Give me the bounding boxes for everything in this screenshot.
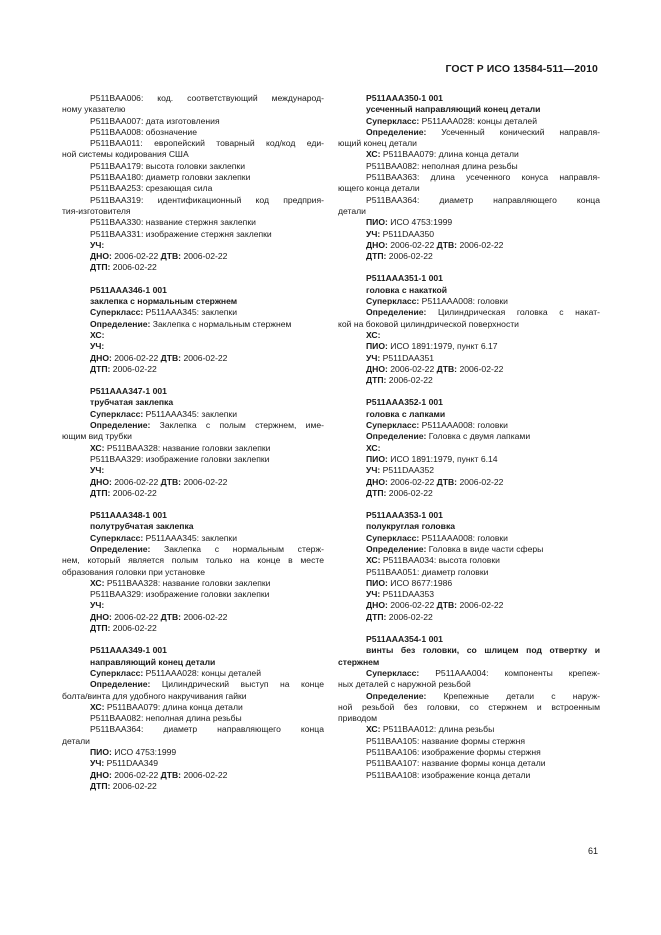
- text-line: P511BAA364: диаметр направляющего конца: [90, 724, 324, 735]
- dno-value: 2006-02-22: [111, 611, 161, 622]
- superclass-value: P511AAA345: заклепки: [143, 307, 237, 318]
- dno-line: [338, 240, 600, 251]
- superclass-label: Суперкласс:: [366, 296, 420, 307]
- dno-value: 2006-02-22: [387, 600, 437, 611]
- superclass-label: Суперкласс:: [90, 667, 144, 678]
- dno-value: 2006-02-22: [111, 769, 161, 780]
- dtv-label: ДТВ:: [160, 476, 182, 487]
- text-line: P511BAA319: идентификационный код предприя-: [90, 194, 324, 205]
- definition-label: Определение:: [366, 126, 427, 137]
- definition-label: Определение:: [366, 431, 427, 442]
- xc-label: ХС:: [366, 724, 381, 735]
- entry-title: направляющий конец детали: [90, 656, 216, 667]
- dtp-label: ДТП:: [90, 780, 111, 791]
- text-line: P511BAA006: код. соответствующий международ-: [90, 93, 324, 103]
- text-line: ной резьбой без головки, со стержнем и встроенным: [338, 701, 600, 712]
- text-line: P511BAA082: неполная длина резьбы: [90, 713, 242, 724]
- text-line: P511BAA364: диаметр направляющего конца: [366, 194, 600, 205]
- page-number: 61: [587, 846, 598, 856]
- entry-title: усеченный направляющий конец детали: [366, 104, 541, 115]
- entry-code: P511AAA354-1 001: [366, 634, 443, 645]
- dtv-label: ДТВ:: [436, 363, 458, 374]
- definition-line: [62, 544, 324, 555]
- definition-value: Усеченный конический направля-: [426, 126, 600, 137]
- definition-line: [338, 431, 600, 442]
- uch-label: УЧ:: [90, 239, 105, 250]
- dtv-value: 2006-02-22: [181, 251, 228, 262]
- uch-line: [338, 465, 600, 476]
- definition-line: [338, 544, 600, 555]
- definition-line: [62, 420, 324, 431]
- xc-label: ХС:: [90, 442, 105, 453]
- definition-line: [62, 319, 324, 330]
- dtp-value: 2006-02-22: [110, 487, 157, 498]
- superclass-value: P511AAA028: концы деталей: [143, 667, 261, 678]
- entry-continuation: [62, 93, 324, 274]
- pio-line: [338, 217, 600, 228]
- entry-p511aaa351: [338, 273, 600, 386]
- superclass-line: [62, 307, 324, 318]
- dtp-line: [62, 364, 324, 375]
- entry-p511aaa350: [338, 93, 600, 262]
- dno-line: [62, 251, 324, 262]
- text-line: образования головки при установке: [62, 566, 206, 577]
- xc-line: [338, 724, 600, 735]
- dtp-label: ДТП:: [366, 375, 387, 386]
- text-line: ной системы кодирования США: [62, 149, 189, 160]
- dtv-label: ДТВ:: [160, 611, 182, 622]
- pio-label: ПИО:: [366, 341, 388, 352]
- dno-line: [338, 477, 600, 488]
- definition-value: Крепежные детали с наруж-: [426, 690, 600, 701]
- entry-title: полукруглая головка: [366, 521, 456, 532]
- superclass-value: P511AAA008: головки: [419, 532, 508, 543]
- definition-line: [338, 691, 600, 702]
- superclass-line: [338, 668, 600, 679]
- dno-label: ДНО:: [90, 611, 112, 622]
- dtp-label: ДТП:: [366, 487, 387, 498]
- dtv-label: ДТВ:: [160, 352, 182, 363]
- text-line: P511BAA329: изображение головки заклепки: [90, 589, 270, 600]
- uch-line: [338, 229, 600, 240]
- left-column: [62, 93, 324, 803]
- definition-value: Заклепка с нормальным стержнем: [150, 318, 292, 329]
- uch-value: P511DAA352: [380, 465, 435, 476]
- definition-label: Определение:: [366, 307, 427, 318]
- entry-p511aaa347: [62, 386, 324, 499]
- entry-title: полутрубчатая заклепка: [90, 521, 194, 532]
- pio-label: ПИО:: [366, 217, 388, 228]
- dtp-label: ДТП:: [90, 262, 111, 273]
- text-line: P511BAA007: дата изготовления: [90, 115, 220, 126]
- pio-value: ИСО 1891:1979, пункт 6.17: [387, 341, 498, 352]
- dno-value: 2006-02-22: [111, 352, 161, 363]
- uch-label: УЧ:: [366, 228, 381, 239]
- xc-line: [62, 702, 324, 713]
- entry-code: P511AAA348-1 001: [90, 510, 167, 521]
- text-line: P511BAA253: срезающая сила: [90, 183, 213, 194]
- xc-value: P511BAA328: название головки заклепки: [104, 442, 271, 453]
- dtv-label: ДТВ:: [436, 600, 458, 611]
- dtp-label: ДТП:: [90, 623, 111, 634]
- entry-code: P511AAA351-1 001: [366, 273, 443, 284]
- xc-label: ХС:: [90, 701, 105, 712]
- dtv-value: 2006-02-22: [181, 476, 228, 487]
- text-line: ному указателю: [62, 104, 126, 115]
- dno-value: 2006-02-22: [111, 476, 161, 487]
- superclass-line: [338, 420, 600, 431]
- text-line: P511BAA108: изображение конца детали: [366, 769, 531, 780]
- definition-line: [338, 307, 600, 318]
- definition-label: Определение:: [90, 543, 151, 554]
- dno-line: [62, 770, 324, 781]
- definition-value: Заклепка с нормальным стерж-: [150, 543, 324, 554]
- uch-value: P511DAA349: [104, 758, 159, 769]
- dtv-label: ДТВ:: [160, 251, 182, 262]
- text-line: P511BAA330: название стержня заклепки: [90, 217, 256, 228]
- dtv-value: 2006-02-22: [457, 239, 504, 250]
- dno-label: ДНО:: [90, 476, 112, 487]
- entry-p511aaa353: [338, 510, 600, 623]
- xc-value: P511BAA328: название головки заклепки: [104, 577, 271, 588]
- dno-label: ДНО:: [90, 769, 112, 780]
- definition-label: Определение:: [366, 690, 427, 701]
- pio-label: ПИО:: [366, 577, 388, 588]
- text-line: P511BAA180: диаметр головки заклепки: [90, 172, 251, 183]
- dtp-value: 2006-02-22: [110, 780, 157, 791]
- definition-line: [62, 679, 324, 690]
- uch-label: УЧ:: [366, 352, 381, 363]
- dtp-label: ДТП:: [90, 487, 111, 498]
- definition-label: Определение:: [90, 318, 151, 329]
- dtv-value: 2006-02-22: [181, 611, 228, 622]
- uch-label: УЧ:: [90, 465, 105, 476]
- definition-value: Цилиндрическая головка с накат-: [426, 307, 600, 318]
- xc-value: P511BAA034: высота головки: [380, 555, 500, 566]
- superclass-line: [62, 533, 324, 544]
- superclass-label: Суперкласс:: [90, 532, 144, 543]
- superclass-value: P511AAA008: головки: [419, 296, 508, 307]
- text-line: детали: [338, 205, 366, 216]
- text-line: приводом: [338, 713, 377, 724]
- xc-line: [338, 149, 600, 160]
- definition-value: Головка с двумя лапками: [426, 431, 531, 442]
- entry-title: головка с накаткой: [366, 284, 447, 295]
- xc-label: ХС:: [366, 555, 381, 566]
- xc-label: ХС:: [366, 149, 381, 160]
- superclass-value: P511AAA028: концы деталей: [419, 115, 537, 126]
- entry-code: P511AAA347-1 001: [90, 386, 167, 397]
- dno-label: ДНО:: [366, 476, 388, 487]
- entry-p511aaa349: [62, 645, 324, 792]
- text-line: тия-изготовителя: [62, 205, 131, 216]
- dtp-value: 2006-02-22: [110, 262, 157, 273]
- dtp-label: ДТП:: [90, 363, 111, 374]
- superclass-line: [62, 409, 324, 420]
- text-line: P511BAA082: неполная длина резьбы: [366, 160, 518, 171]
- dtp-label: ДТП:: [366, 611, 387, 622]
- dtp-line: [62, 262, 324, 273]
- entry-title: винты без головки, со шлицем под отвертку и: [366, 645, 600, 656]
- entry-p511aaa352: [338, 397, 600, 499]
- text-line: P511BAA331: изображение стержня заклепки: [90, 228, 272, 239]
- xc-value: P511BAA079: длина конца детали: [104, 701, 243, 712]
- superclass-label: Суперкласс:: [90, 408, 144, 419]
- superclass-line: [62, 668, 324, 679]
- dtv-label: ДТВ:: [436, 239, 458, 250]
- text-line: P511BAA051: диаметр головки: [366, 566, 489, 577]
- dtv-value: 2006-02-22: [457, 476, 504, 487]
- dno-value: 2006-02-22: [387, 476, 437, 487]
- definition-label: Определение:: [90, 420, 151, 431]
- uch-line: [62, 758, 324, 769]
- dtv-label: ДТВ:: [436, 476, 458, 487]
- entry-code: P511AAA349-1 001: [90, 645, 167, 656]
- dno-value: 2006-02-22: [387, 239, 437, 250]
- text-line: ющий конец детали: [338, 138, 417, 149]
- entry-title: трубчатая заклепка: [90, 397, 174, 408]
- definition-label: Определение:: [366, 543, 427, 554]
- superclass-label: Суперкласс:: [90, 307, 144, 318]
- text-line: ющего конца детали: [338, 183, 420, 194]
- xc-value: P511BAA079: длина конца детали: [380, 149, 519, 160]
- superclass-value: P511AAA008: головки: [419, 420, 508, 431]
- text-line: P511BAA107: название формы конца детали: [366, 758, 546, 769]
- dno-label: ДНО:: [366, 363, 388, 374]
- definition-line: [338, 127, 600, 138]
- xc-label: ХС:: [366, 329, 381, 340]
- definition-value: Заклепка с полым стержнем, име-: [150, 420, 324, 431]
- xc-value: P511BAA012: длина резьбы: [380, 724, 495, 735]
- dno-line: [62, 353, 324, 364]
- xc-line: [338, 555, 600, 566]
- definition-value: Головка в виде части сферы: [426, 543, 544, 554]
- superclass-line: [338, 296, 600, 307]
- dtp-line: [338, 251, 600, 262]
- entry-p511aaa346: [62, 285, 324, 375]
- uch-label: УЧ:: [90, 758, 105, 769]
- dtp-value: 2006-02-22: [110, 363, 157, 374]
- dno-label: ДНО:: [366, 600, 388, 611]
- uch-label: УЧ:: [90, 341, 105, 352]
- dtv-value: 2006-02-22: [457, 363, 504, 374]
- uch-label: УЧ:: [366, 589, 381, 600]
- pio-label: ПИО:: [90, 747, 112, 758]
- superclass-value: P511AAA004: компоненты крепеж-: [419, 667, 600, 678]
- entry-code: P511AAA353-1 001: [366, 510, 443, 521]
- entry-title: заклепка с нормальным стержнем: [90, 296, 238, 307]
- pio-line: [338, 578, 600, 589]
- text-line: нем, который является полым только на конце в месте: [62, 555, 324, 566]
- dtp-value: 2006-02-22: [386, 487, 433, 498]
- dno-line: [338, 364, 600, 375]
- entry-code: P511AAA346-1 001: [90, 284, 167, 295]
- dtp-label: ДТП:: [366, 251, 387, 262]
- pio-value: ИСО 8677:1986: [387, 577, 453, 588]
- xc-line: [62, 443, 324, 454]
- text-line: P511BAA105: название формы стержня: [366, 735, 526, 746]
- pio-value: ИСО 4753:1999: [387, 217, 453, 228]
- superclass-label: Суперкласс:: [366, 115, 420, 126]
- text-line: P511BAA363: длина усеченного конуса направля-: [366, 172, 600, 183]
- text-line: болта/винта для удобного накручивания гайки: [62, 690, 247, 701]
- entry-p511aaa354: [338, 634, 600, 781]
- uch-line: [338, 589, 600, 600]
- text-line: P511BAA106: изображение формы стержня: [366, 747, 541, 758]
- xc-label: ХС:: [366, 442, 381, 453]
- superclass-line: [338, 116, 600, 127]
- text-line: ных деталей с наружной резьбой: [338, 679, 471, 690]
- superclass-value: P511AAA345: заклепки: [143, 532, 237, 543]
- superclass-line: [338, 533, 600, 544]
- dno-value: 2006-02-22: [387, 363, 437, 374]
- pio-line: [338, 454, 600, 465]
- pio-value: ИСО 4753:1999: [111, 747, 177, 758]
- uch-label: УЧ:: [366, 465, 381, 476]
- dno-label: ДНО:: [366, 239, 388, 250]
- xc-label: ХС:: [90, 577, 105, 588]
- text-line: ющим вид трубки: [62, 431, 132, 442]
- pio-line: [62, 747, 324, 758]
- dtv-label: ДТВ:: [160, 769, 182, 780]
- dtp-line: [338, 612, 600, 623]
- dtp-line: [62, 488, 324, 499]
- dno-label: ДНО:: [90, 251, 112, 262]
- dtv-value: 2006-02-22: [181, 352, 228, 363]
- entry-title: головка с лапками: [366, 408, 446, 419]
- superclass-label: Суперкласс:: [366, 532, 420, 543]
- entry-title-continuation: стержнем: [338, 656, 380, 667]
- dno-line: [338, 600, 600, 611]
- text-line: кой на боковой цилиндрической поверхности: [338, 318, 519, 329]
- text-line: P511BAA008: обозначение: [90, 126, 197, 137]
- definition-label: Определение:: [90, 679, 151, 690]
- dtp-value: 2006-02-22: [386, 251, 433, 262]
- dtp-line: [338, 375, 600, 386]
- dtp-line: [62, 623, 324, 634]
- xc-line: [62, 578, 324, 589]
- dno-line: [62, 477, 324, 488]
- xc-label: ХС:: [90, 329, 105, 340]
- pio-line: [338, 341, 600, 352]
- definition-value: Цилиндрический выступ на конце: [150, 679, 324, 690]
- superclass-value: P511AAA345: заклепки: [143, 408, 237, 419]
- page-header-title: ГОСТ Р ИСО 13584-511—2010: [445, 63, 598, 75]
- entry-p511aaa348: [62, 510, 324, 634]
- right-column: [338, 93, 600, 792]
- dtp-line: [62, 781, 324, 792]
- entry-code: P511AAA352-1 001: [366, 397, 443, 408]
- pio-label: ПИО:: [366, 453, 388, 464]
- text-line: P511BAA329: изображение головки заклепки: [90, 453, 270, 464]
- uch-value: P511DAA351: [380, 352, 435, 363]
- uch-line: [338, 353, 600, 364]
- dtp-value: 2006-02-22: [110, 623, 157, 634]
- superclass-label: Суперкласс:: [366, 420, 420, 431]
- dno-label: ДНО:: [90, 352, 112, 363]
- uch-value: P511DAA353: [380, 589, 435, 600]
- entry-code: P511AAA350-1 001: [366, 93, 443, 103]
- dtp-line: [338, 488, 600, 499]
- pio-value: ИСО 1891:1979, пункт 6.14: [387, 453, 498, 464]
- dno-value: 2006-02-22: [111, 251, 161, 262]
- text-line: детали: [62, 735, 90, 746]
- text-line: P511BAA011: европейский товарный код/код еди-: [90, 138, 324, 149]
- uch-label: УЧ:: [90, 600, 105, 611]
- uch-value: P511DAA350: [380, 228, 435, 239]
- superclass-label: Суперкласс:: [366, 667, 420, 678]
- text-line: P511BAA179: высота головки заклепки: [90, 160, 245, 171]
- dtv-value: 2006-02-22: [181, 769, 228, 780]
- dtp-value: 2006-02-22: [386, 611, 433, 622]
- dtv-value: 2006-02-22: [457, 600, 504, 611]
- dno-line: [62, 612, 324, 623]
- dtp-value: 2006-02-22: [386, 375, 433, 386]
